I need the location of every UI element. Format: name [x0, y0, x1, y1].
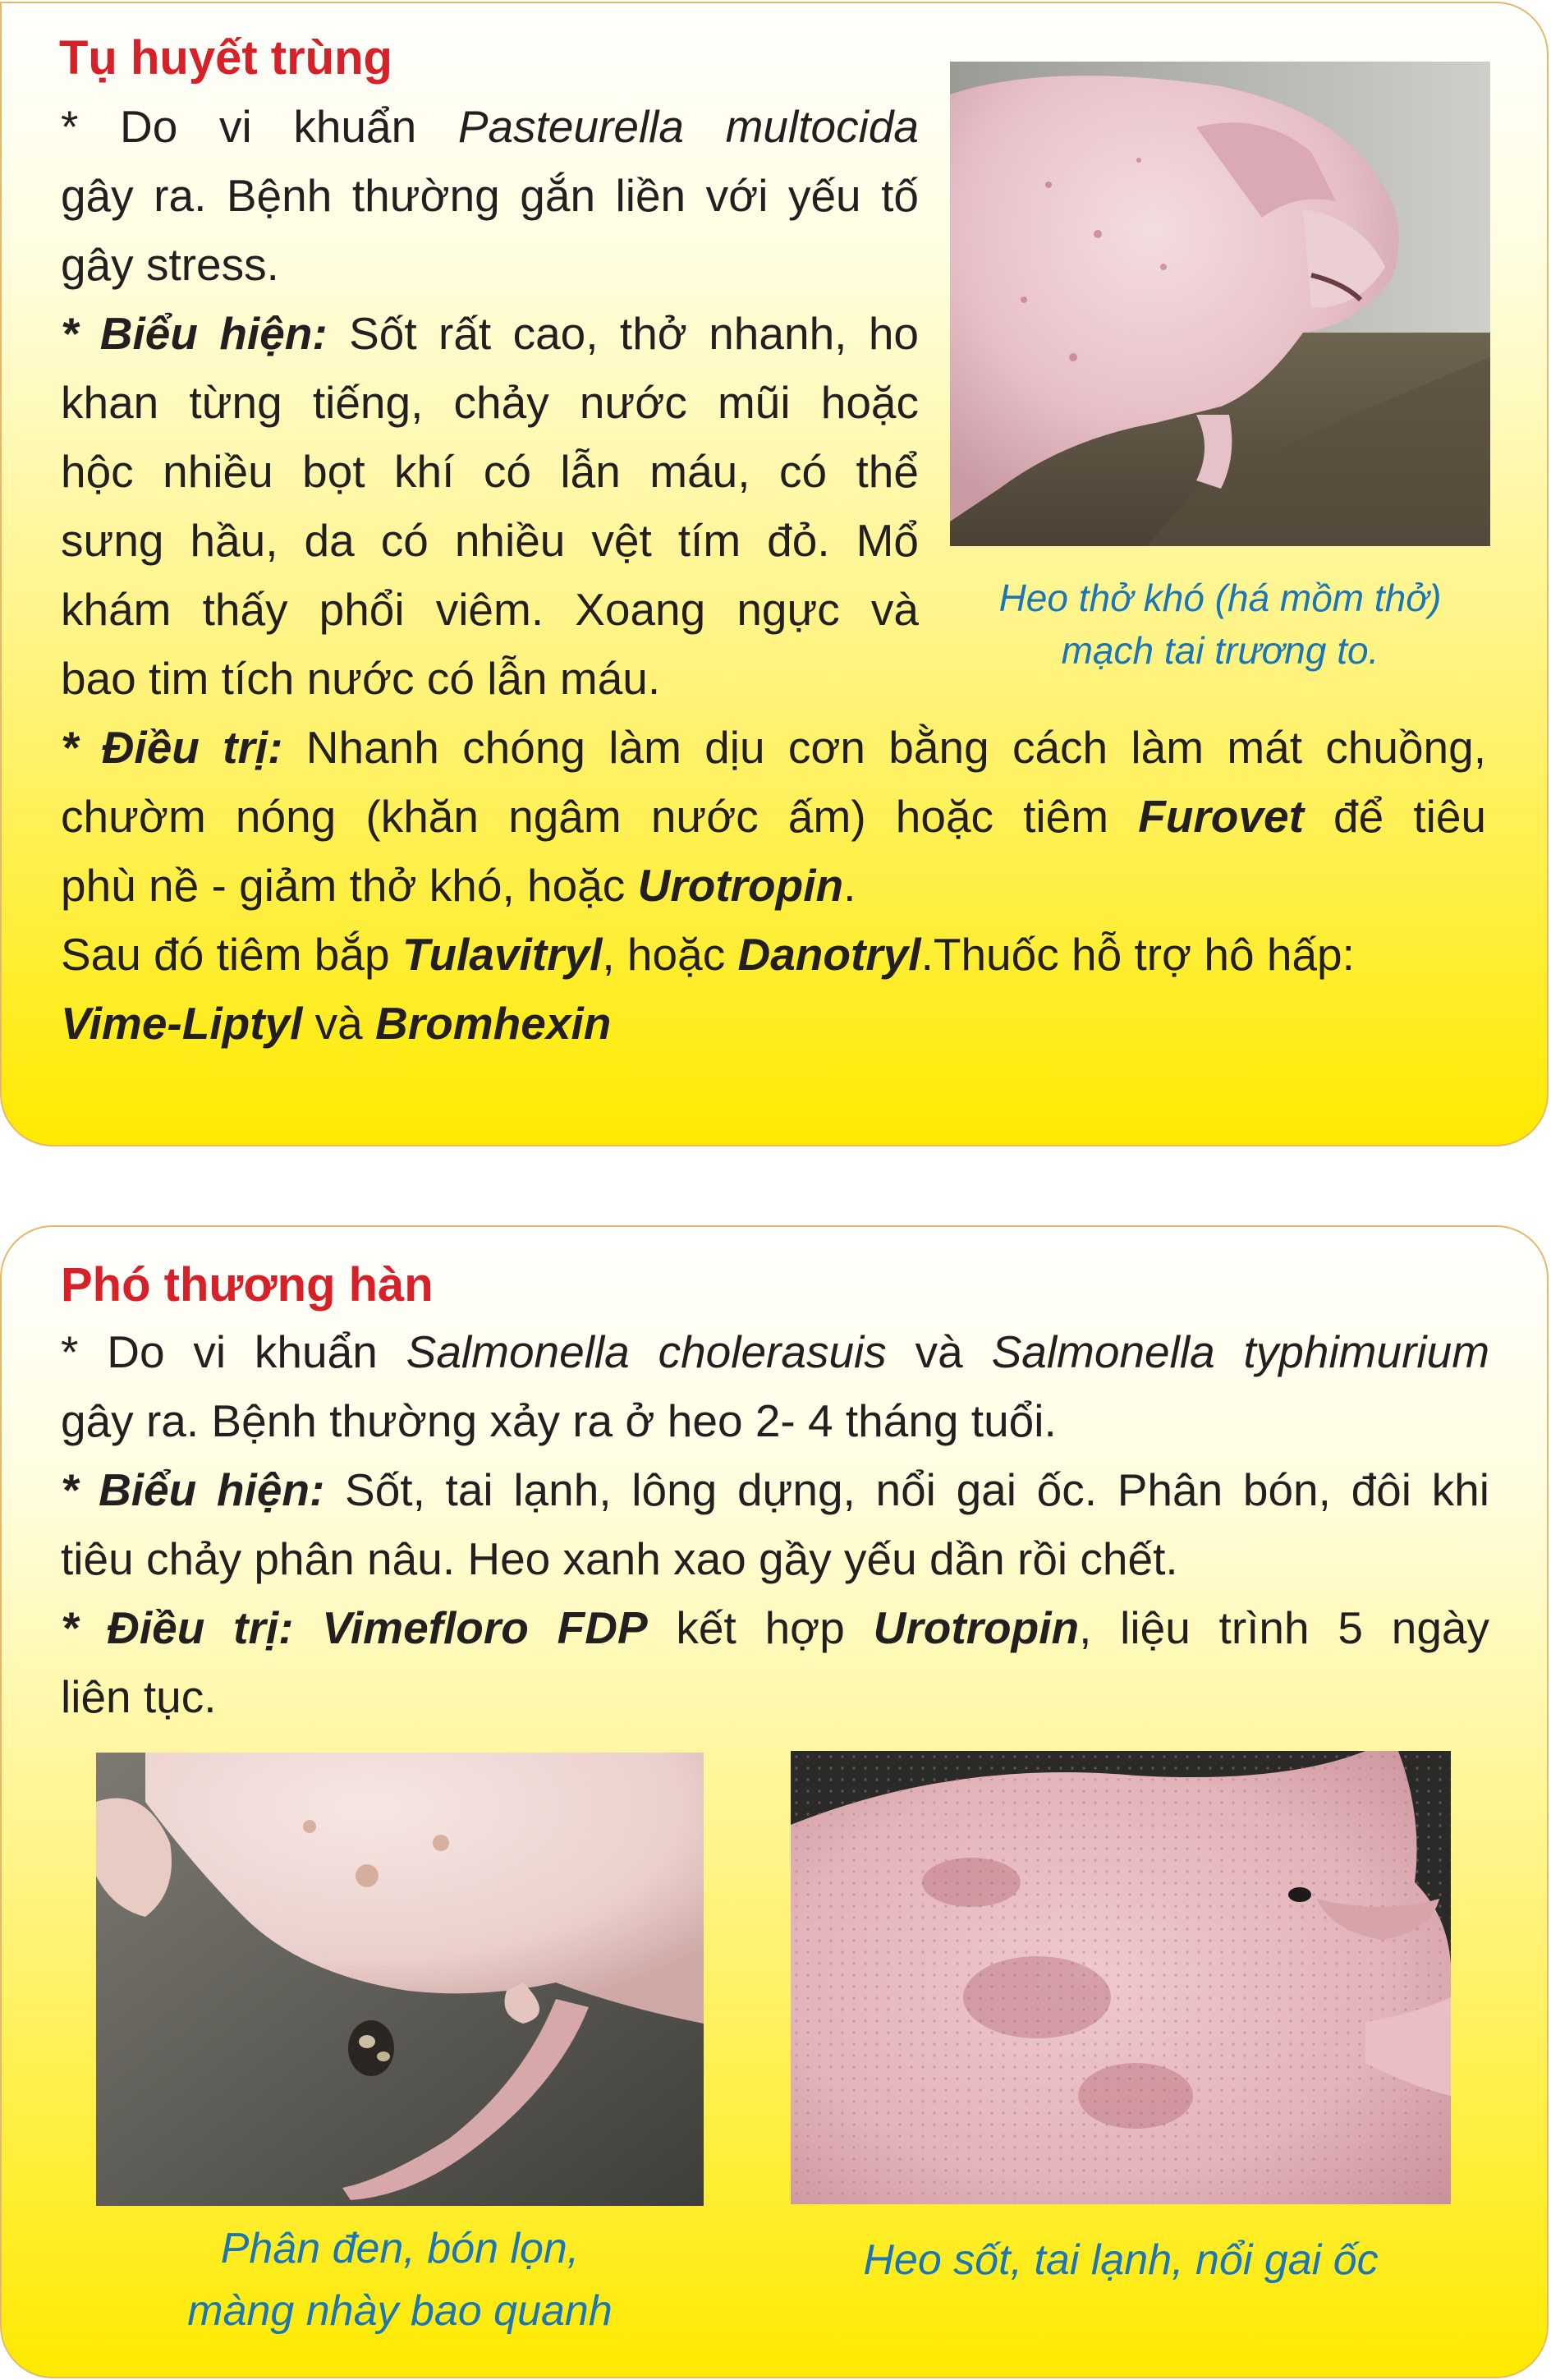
treatment-line-5: Vime-Liptyl và Bromhexin: [61, 998, 612, 1049]
symptoms2-line-2: tiêu chảy phân nâu. Heo xanh xao gầy yếu dần rồi chết.: [61, 1533, 1178, 1584]
photo1-caption-line-1: Heo thở khó (há mồm thở): [998, 577, 1442, 619]
symptoms-line-1: * Biểu hiện: Sốt rất cao, thở nhanh, ho: [61, 308, 919, 359]
pig-open-mouth-image: [950, 62, 1490, 546]
section-title-tu-huyet-trung: Tụ huyết trùng: [59, 31, 392, 85]
symptoms-line-2: khan từng tiếng, chảy nước mũi hoặc: [61, 377, 919, 428]
treatment-line-2: chườm nóng (khăn ngâm nước ấm) hoặc tiêm Furovet để tiêu: [61, 791, 1487, 842]
photo2-caption-line-2: màng nhày bao quanh: [187, 2287, 613, 2335]
photo3-caption: [791, 2229, 1451, 2291]
treatment-line-3: phù nề - giảm thở khó, hoặc Urotropin.: [61, 860, 856, 911]
drug-vime-liptyl: Vime-Liptyl: [61, 998, 303, 1049]
drug-urotropin: Urotropin: [637, 860, 844, 911]
pig-skin-image: [791, 1751, 1451, 2204]
symptoms-line-5: khám thấy phổi viêm. Xoang ngực và: [61, 584, 919, 635]
symptoms-line-6: bao tim tích nước có lẫn máu.: [61, 653, 661, 704]
cause2-line-2: gây ra. Bệnh thường xảy ra ở heo 2- 4 tháng tuổi.: [61, 1395, 1057, 1446]
treatment-line-4: Sau đó tiêm bắp Tulavitryl, hoặc Danotryl.Thuốc hỗ trợ hô hấp:: [61, 929, 1355, 980]
treatment2-line-2: liên tục.: [61, 1671, 217, 1722]
photo2-caption-line-1: Phân đen, bón lọn,: [220, 2225, 580, 2272]
pig-feces-image: [96, 1753, 704, 2206]
drug-bromhexin: Bromhexin: [375, 998, 612, 1049]
photo2-caption: [96, 2217, 704, 2342]
symptoms2-line-1: * Biểu hiện: Sốt, tai lạnh, lông dựng, nổi gai ốc. Phân bón, đôi khi: [61, 1464, 1489, 1515]
cause-line-3: gây stress.: [61, 239, 279, 290]
photo-pig-open-mouth-breathing: [950, 62, 1490, 546]
photo-feverish-pig-goosebumps: [791, 1751, 1451, 2204]
drug-furovet: Furovet: [1138, 791, 1304, 842]
symptoms-line-3: hộc nhiều bọt khí có lẫn máu, có thể: [61, 446, 919, 497]
cause-line-2: gây ra. Bệnh thường gắn liền với yếu tố: [61, 170, 919, 221]
photo3-caption-line-1: Heo sốt, tai lạnh, nổi gai ốc: [863, 2236, 1379, 2284]
treatment-line-1: * Điều trị: Nhanh chóng làm dịu cơn bằng cách làm mát chuồng,: [61, 722, 1487, 773]
drug-vimefloro-fdp: Vimefloro FDP: [322, 1602, 648, 1653]
cause-line-1: * Do vi khuẩn Pasteurella multocida: [61, 101, 919, 152]
drug-danotryl: Danotryl: [737, 929, 921, 980]
photo1-caption-line-2: mạch tai trương to.: [1061, 629, 1379, 672]
photo-black-constipated-feces: [96, 1753, 704, 2206]
drug-tulavitryl: Tulavitryl: [402, 929, 603, 980]
drug-urotropin-2: Urotropin: [873, 1602, 1080, 1653]
treatment2-line-1: * Điều trị: Vimefloro FDP kết hợp Urotropin, liệu trình 5 ngày: [61, 1602, 1490, 1653]
photo1-caption: [950, 572, 1490, 677]
symptoms-line-4: sưng hầu, da có nhiều vệt tím đỏ. Mổ: [61, 515, 919, 566]
cause2-line-1: * Do vi khuẩn Salmonella cholerasuis và Salmonella typhimurium: [61, 1326, 1490, 1377]
section-title-pho-thuong-han: Phó thương hàn: [61, 1258, 434, 1312]
